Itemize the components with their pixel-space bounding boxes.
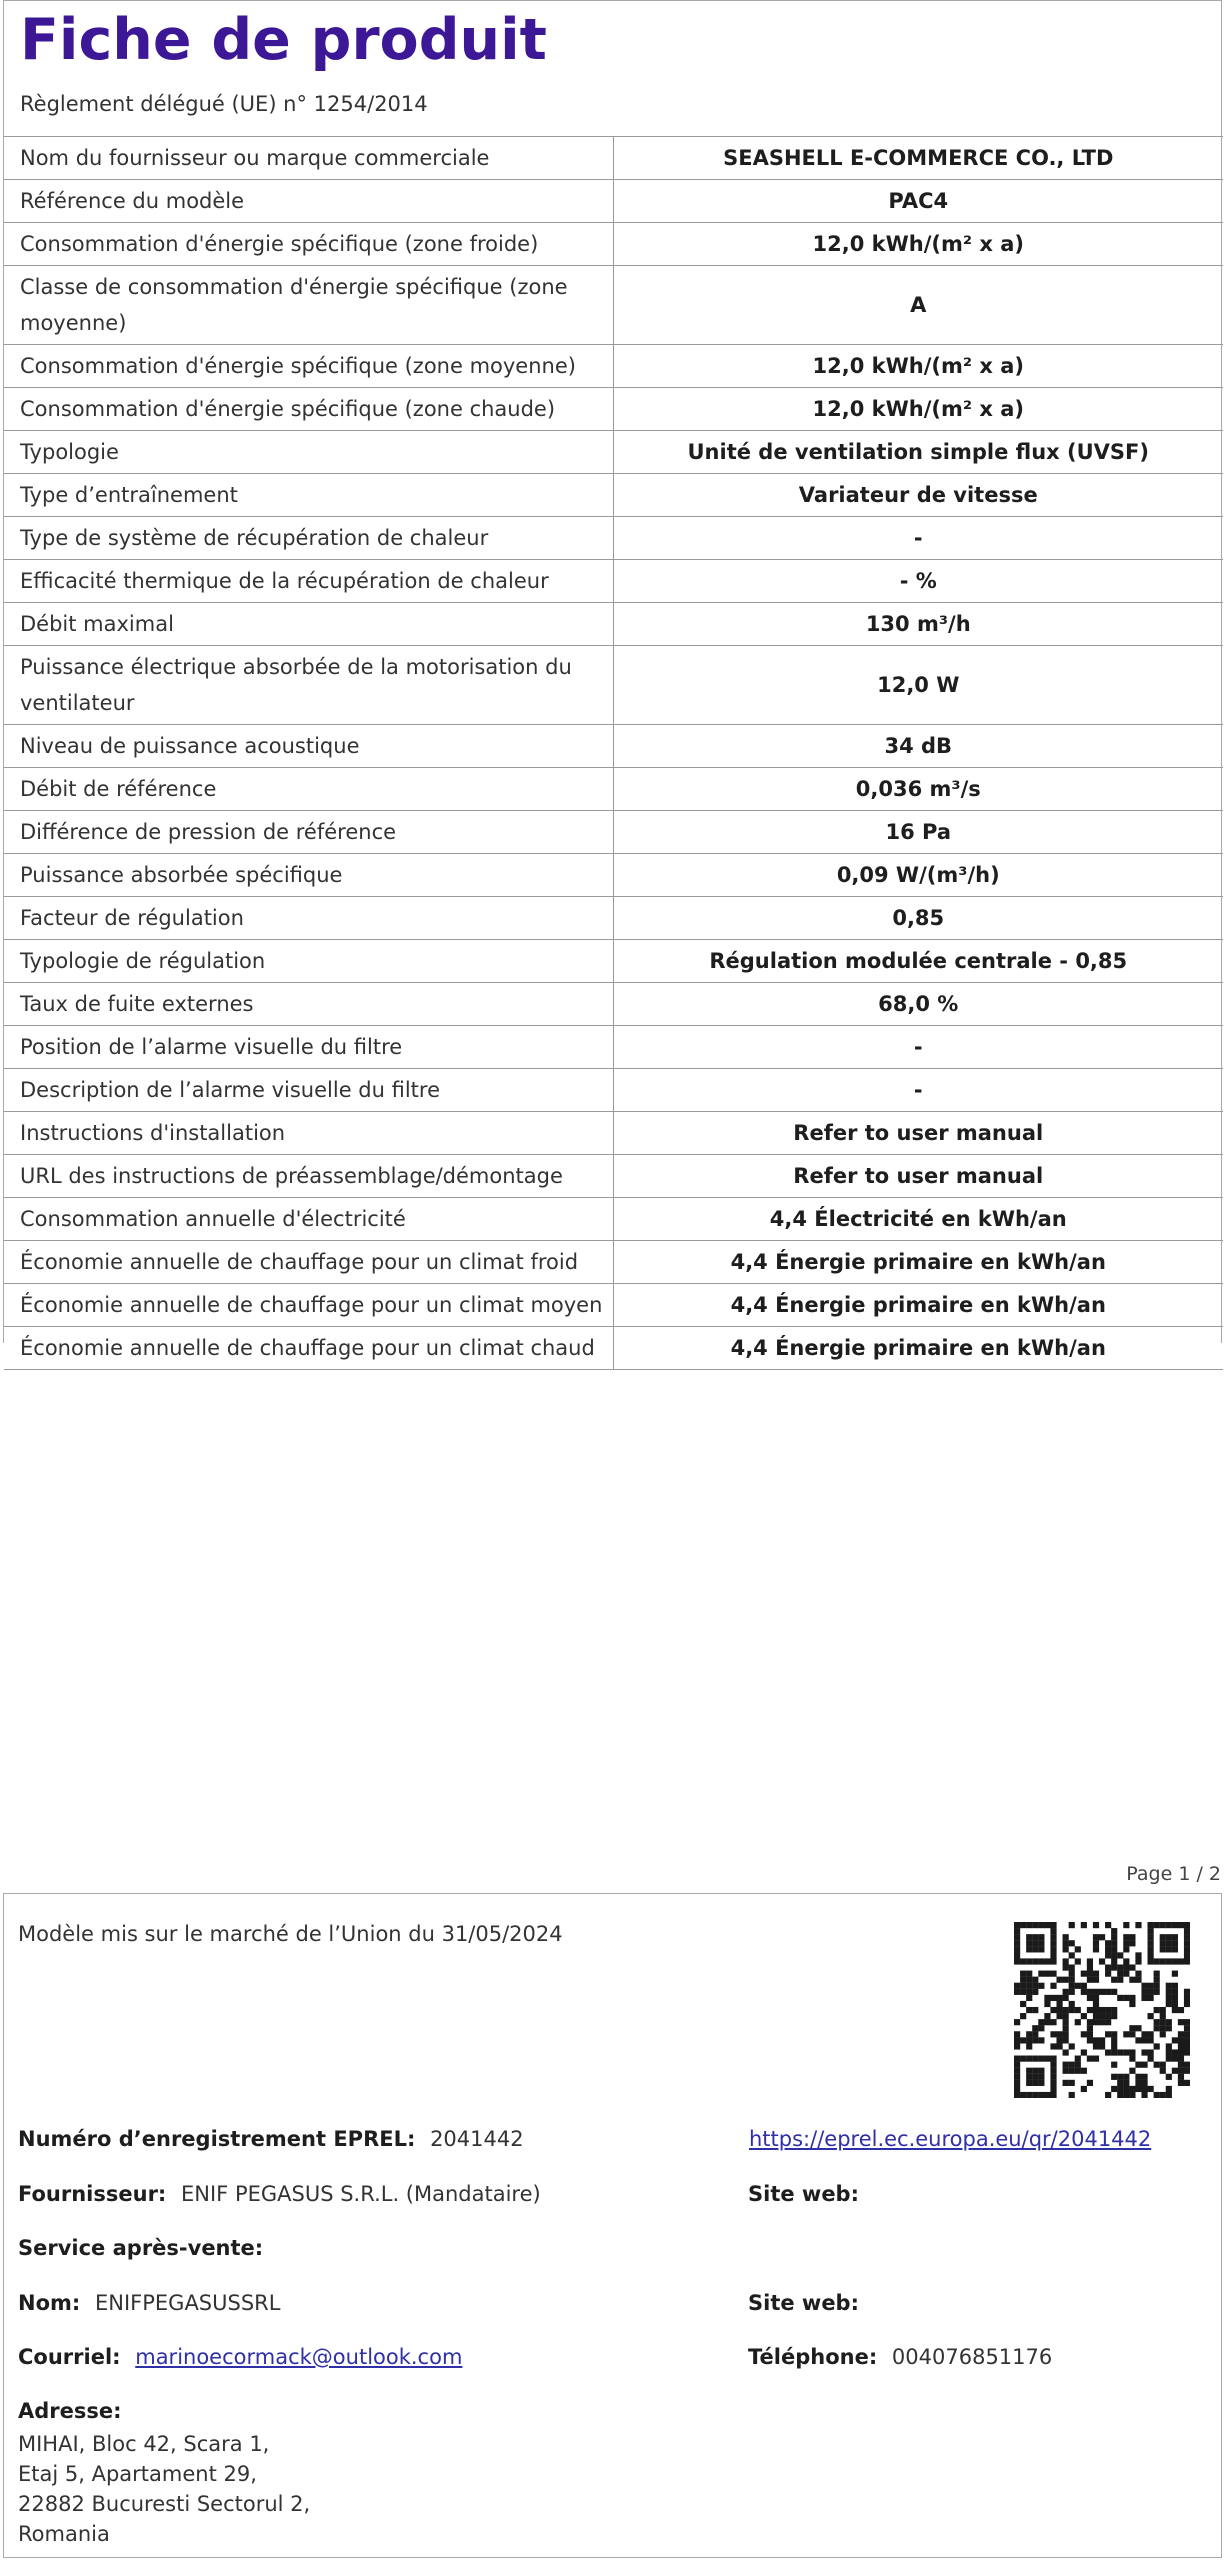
spec-value: 12,0 kWh/(m² x a) [613,223,1223,266]
table-row [4,223,1223,266]
spec-label: Économie annuelle de chauffage pour un climat froid [4,1241,613,1284]
table-row [4,1241,1223,1284]
spec-label: Type de système de récupération de chaleur [4,517,613,560]
page-title: Fiche de produit [20,7,547,73]
spec-value: Variateur de vitesse [613,474,1223,517]
address-block [18,2429,310,2549]
spec-label: Économie annuelle de chauffage pour un climat chaud [4,1327,613,1370]
qr-code-icon[interactable] [1014,1922,1190,2098]
table-row [4,1026,1223,1069]
spec-value: 4,4 Énergie primaire en kWh/an [613,1241,1223,1284]
spec-label: Différence de pression de référence [4,811,613,854]
table-row [4,560,1223,603]
table-row [4,474,1223,517]
email-link[interactable]: marinoecormack@outlook.com [135,2345,463,2369]
specifications-table [4,136,1223,1370]
spec-label: Taux de fuite externes [4,983,613,1026]
spec-label: Typologie de régulation [4,940,613,983]
table-row [4,1112,1223,1155]
spec-value: 0,036 m³/s [613,768,1223,811]
eprel-label: Numéro d’enregistrement EPREL: [18,2127,416,2151]
spec-value: - [613,1026,1223,1069]
product-sheet [3,0,1222,1360]
spec-label: Position de l’alarme visuelle du filtre [4,1026,613,1069]
table-row [4,345,1223,388]
table-row [4,725,1223,768]
spec-value: Régulation modulée centrale - 0,85 [613,940,1223,983]
table-row [4,854,1223,897]
table-row [4,266,1223,345]
table-row [4,897,1223,940]
spec-label: Puissance absorbée spécifique [4,854,613,897]
table-row [4,180,1223,223]
table-row [4,940,1223,983]
spec-value: 34 dB [613,725,1223,768]
table-row [4,646,1223,725]
spec-value: Unité de ventilation simple flux (UVSF) [613,431,1223,474]
spec-value: SEASHELL E-COMMERCE CO., LTD [613,137,1223,180]
spec-value: - [613,1069,1223,1112]
spec-label: Facteur de régulation [4,897,613,940]
phone-number: 004076851176 [891,2345,1053,2369]
spec-value: 0,85 [613,897,1223,940]
spec-label: Économie annuelle de chauffage pour un climat moyen [4,1284,613,1327]
spec-value: 0,09 W/(m³/h) [613,854,1223,897]
table-row [4,603,1223,646]
spec-value: 16 Pa [613,811,1223,854]
spec-label: Puissance électrique absorbée de la motorisation du ventilateur [4,646,613,725]
spec-label: Référence du modèle [4,180,613,223]
spec-label: Description de l’alarme visuelle du filtre [4,1069,613,1112]
email-label: Courriel: [18,2345,121,2369]
address-line: MIHAI, Bloc 42, Scara 1, [18,2432,270,2456]
table-row [4,983,1223,1026]
spec-value: 12,0 kWh/(m² x a) [613,345,1223,388]
eprel-number: 2041442 [430,2127,524,2151]
supplier-name: ENIF PEGASUS S.R.L. (Mandataire) [181,2182,541,2206]
spec-label: Nom du fournisseur ou marque commerciale [4,137,613,180]
address-line: Romania [18,2522,110,2546]
supplier-label: Fournisseur: [18,2182,167,2206]
spec-value: 68,0 % [613,983,1223,1026]
table-row [4,1327,1223,1370]
spec-label: URL des instructions de préassemblage/démontage [4,1155,613,1198]
address-line: 22882 Bucuresti Sectorul 2, [18,2492,311,2516]
spec-label: Consommation d'énergie spécifique (zone froide) [4,223,613,266]
spec-label: Typologie [4,431,613,474]
service-website-label: Site web: [748,2291,859,2315]
spec-value: Refer to user manual [613,1155,1223,1198]
market-date: Modèle mis sur le marché de l’Union du 31/05/2024 [18,1922,563,1946]
address-line: Etaj 5, Apartament 29, [18,2462,257,2486]
table-row [4,431,1223,474]
table-row [4,517,1223,560]
spec-value: A [613,266,1223,345]
table-row [4,137,1223,180]
spec-label: Débit maximal [4,603,613,646]
table-row [4,388,1223,431]
regulation-reference: Règlement délégué (UE) n° 1254/2014 [20,92,428,116]
spec-value: Refer to user manual [613,1112,1223,1155]
spec-value: - % [613,560,1223,603]
spec-label: Instructions d'installation [4,1112,613,1155]
spec-label: Débit de référence [4,768,613,811]
table-row [4,1198,1223,1241]
address-label: Adresse: [18,2399,122,2423]
spec-value: 12,0 kWh/(m² x a) [613,388,1223,431]
registration-footer [3,1893,1222,2558]
name-label: Nom: [18,2291,81,2315]
service-name: ENIFPEGASUSSRL [94,2291,281,2315]
phone-label: Téléphone: [748,2345,878,2369]
spec-value: 130 m³/h [613,603,1223,646]
table-row [4,768,1223,811]
table-row [4,1069,1223,1112]
spec-value: 4,4 Énergie primaire en kWh/an [613,1284,1223,1327]
spec-value: 12,0 W [613,646,1223,725]
spec-value: 4,4 Électricité en kWh/an [613,1198,1223,1241]
spec-label: Consommation annuelle d'électricité [4,1198,613,1241]
spec-label: Consommation d'énergie spécifique (zone chaude) [4,388,613,431]
spec-value: 4,4 Énergie primaire en kWh/an [613,1327,1223,1370]
after-sales-label: Service après-vente: [18,2236,264,2260]
spec-label: Niveau de puissance acoustique [4,725,613,768]
spec-label: Classe de consommation d'énergie spécifique (zone moyenne) [4,266,613,345]
eprel-link[interactable]: https://eprel.ec.europa.eu/qr/2041442 [749,2127,1152,2151]
spec-label: Consommation d'énergie spécifique (zone moyenne) [4,345,613,388]
page-number: Page 1 / 2 [1126,1863,1221,1885]
spec-label: Efficacité thermique de la récupération de chaleur [4,560,613,603]
table-row [4,811,1223,854]
spec-label: Type d’entraînement [4,474,613,517]
supplier-website-label: Site web: [748,2182,859,2206]
spec-value: - [613,517,1223,560]
table-row [4,1284,1223,1327]
spec-value: PAC4 [613,180,1223,223]
table-row [4,1155,1223,1198]
